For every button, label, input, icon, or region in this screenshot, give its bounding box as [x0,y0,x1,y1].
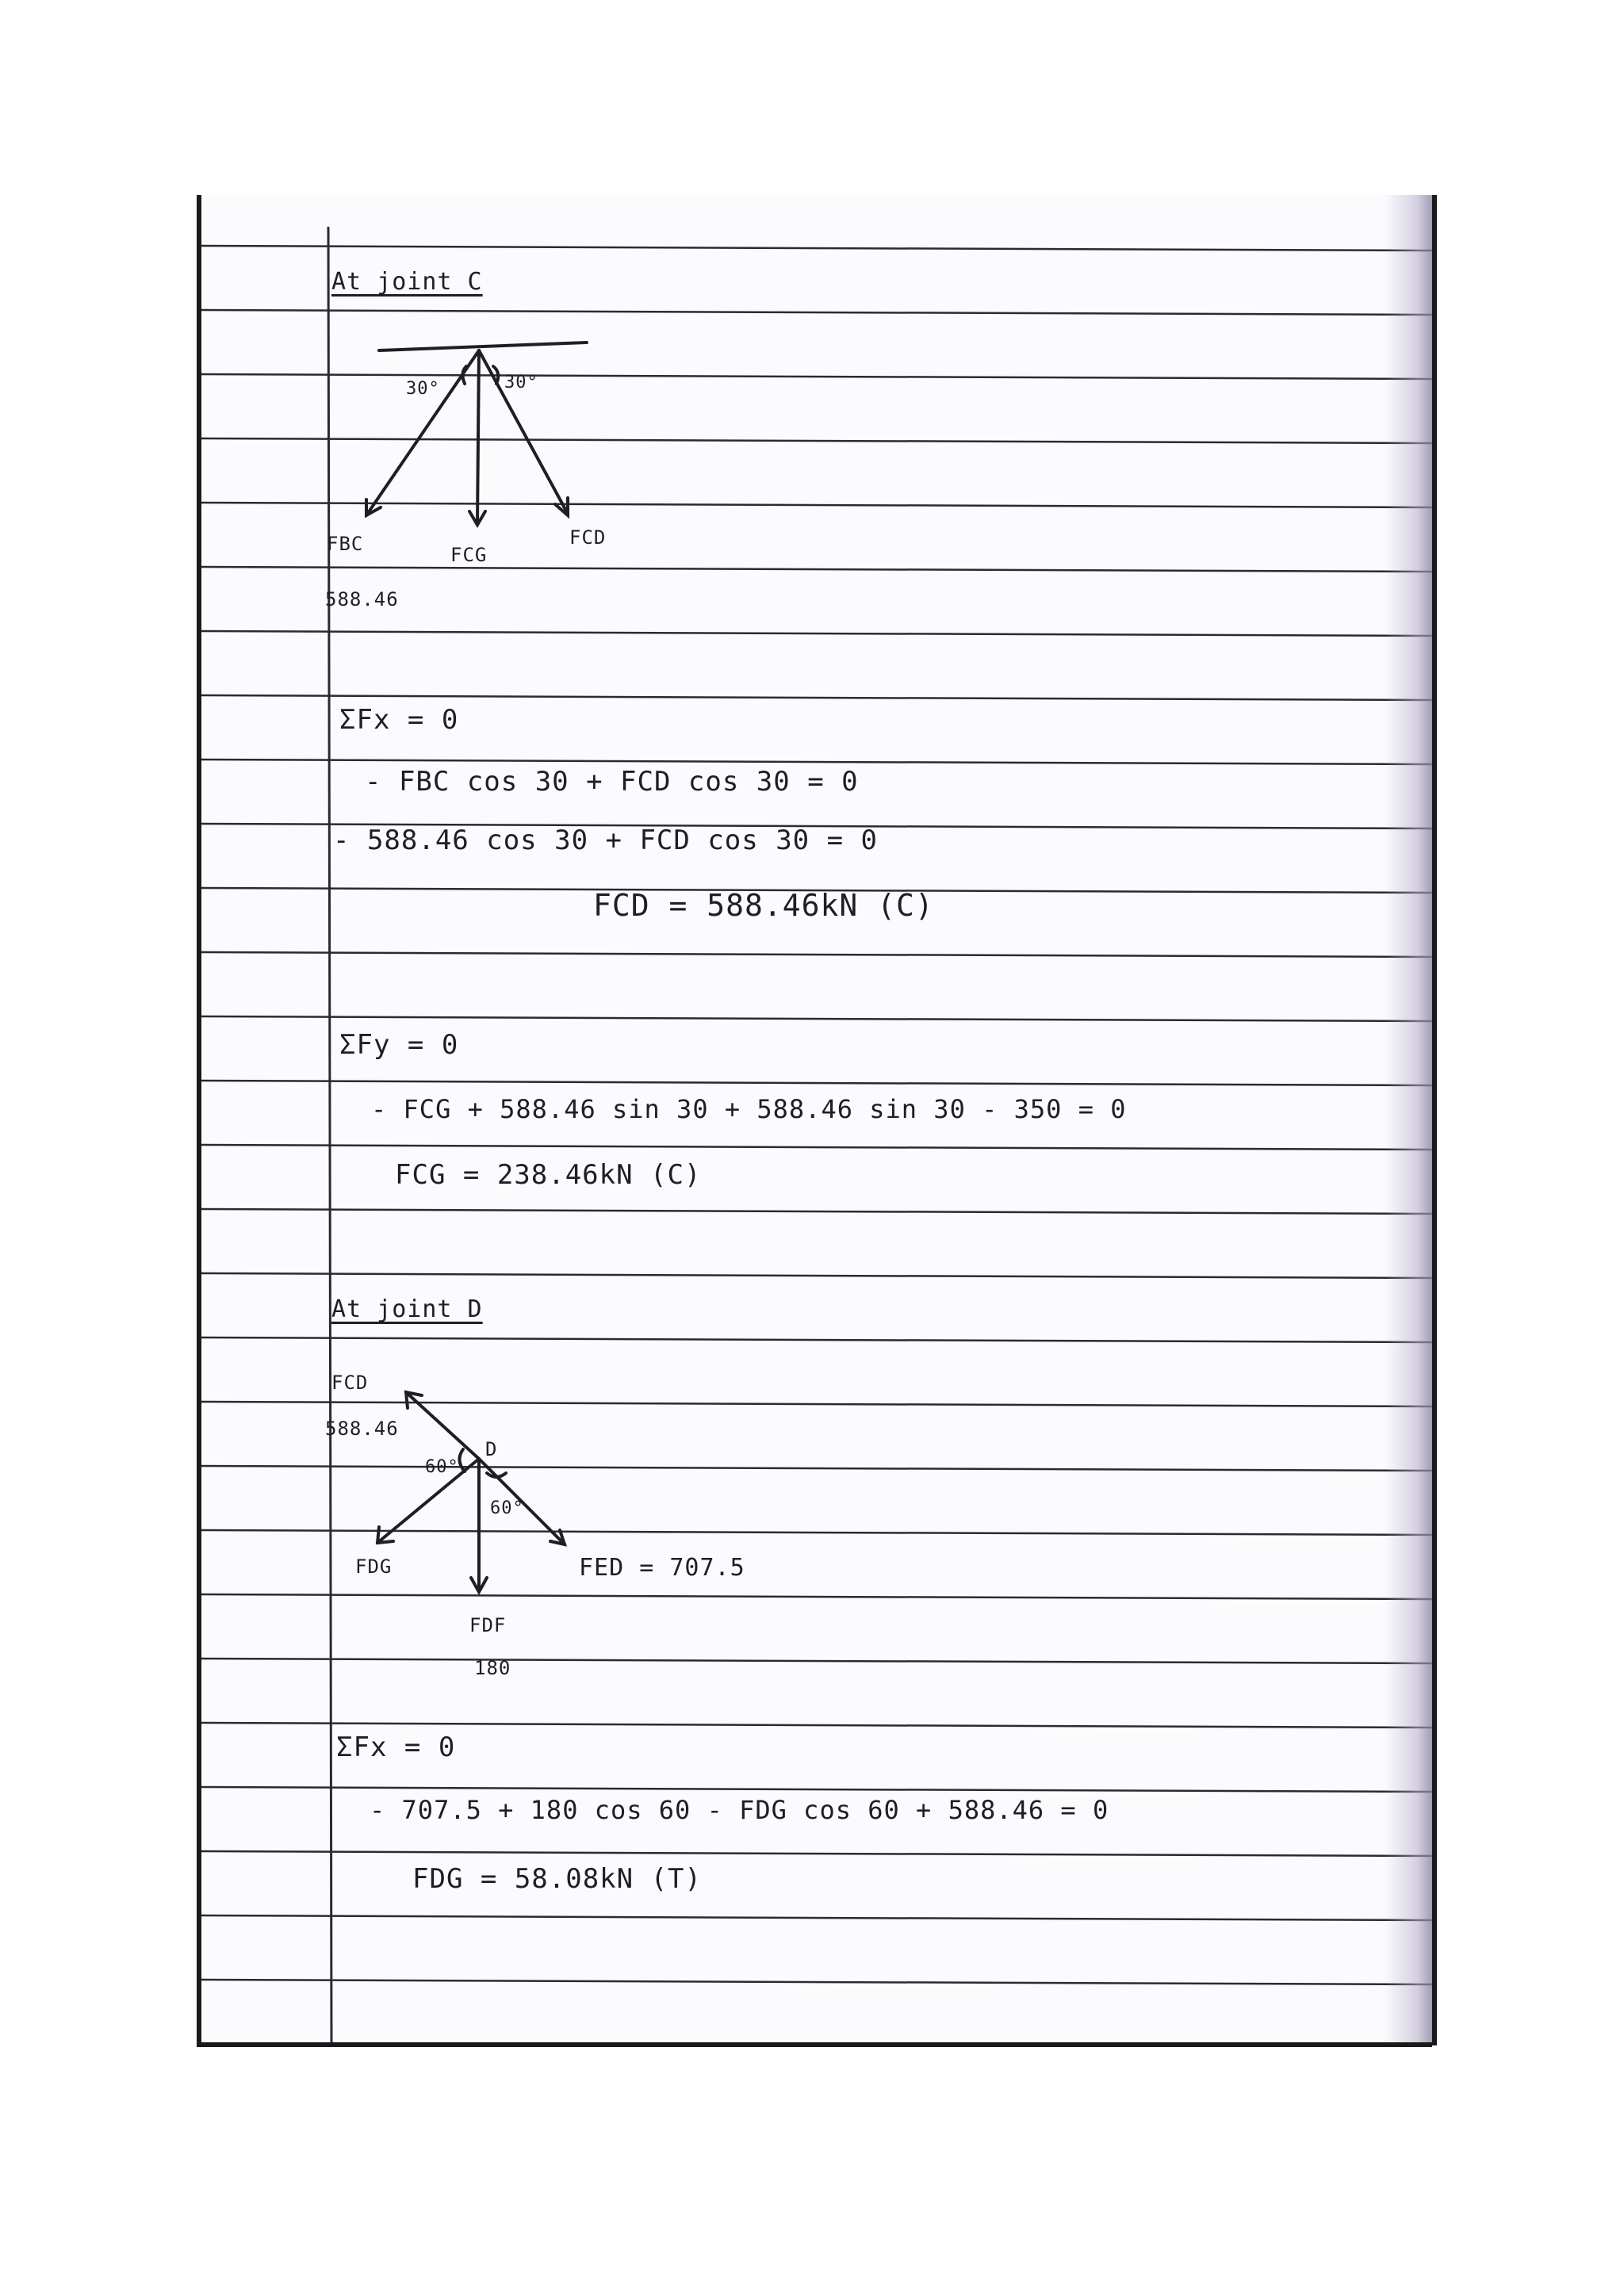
joint-c-angle-right: 30° [504,373,538,392]
joint-d-angle-arc-left [459,1449,465,1471]
joint-d-fx-result: FDG = 58.08kN (T) [412,1863,702,1895]
joint-d-label-fcd-value: 588.46 [325,1418,399,1440]
joint-c-sum-fx: ΣFx = 0 [339,704,459,736]
joint-c-angle-left: 30° [406,379,440,399]
joint-d-fx-line1: - 707.5 + 180 cos 60 - FDG cos 60 + 588.46 = 0 [370,1795,1109,1825]
joint-d-angle-left: 60° [425,1457,459,1477]
joint-c-sum-fy: ΣFy = 0 [339,1029,459,1061]
joint-d-label-fcd: FCD [331,1372,369,1394]
joint-c-label-fcd: FCD [569,526,607,549]
joint-d-angle-right: 60° [490,1498,524,1518]
joint-d-sum-fx: ΣFx = 0 [336,1732,456,1763]
joint-c-heading: At joint C [331,268,483,296]
joint-c-label-fcg: FCG [450,544,488,566]
joint-d-heading: At joint D [331,1295,483,1323]
joint-c-label-fbc: FBC [327,533,364,555]
joint-c-fy-result: FCG = 238.46kN (C) [395,1159,702,1191]
joint-c-fx-result: FCD = 588.46kN (C) [593,888,934,923]
joint-c-fy-line1: - FCG + 588.46 sin 30 + 588.46 sin 30 - 350 = 0 [371,1094,1127,1124]
joint-d-label-fed: FED = 707.5 [579,1554,745,1582]
joint-d-label-fdf-value: 180 [474,1657,511,1679]
joint-d-label-fdf: FDF [469,1614,507,1636]
joint-d-label-d: D [485,1438,498,1460]
joint-d-arrow-fcd [406,1392,479,1459]
joint-c-fx-line1: - FBC cos 30 + FCD cos 30 = 0 [365,766,859,798]
joint-d-label-fdg: FDG [355,1556,393,1578]
joint-c-label-fbc-value: 588.46 [325,588,399,610]
joint-c-fx-line2: - 588.46 cos 30 + FCD cos 30 = 0 [333,825,879,856]
